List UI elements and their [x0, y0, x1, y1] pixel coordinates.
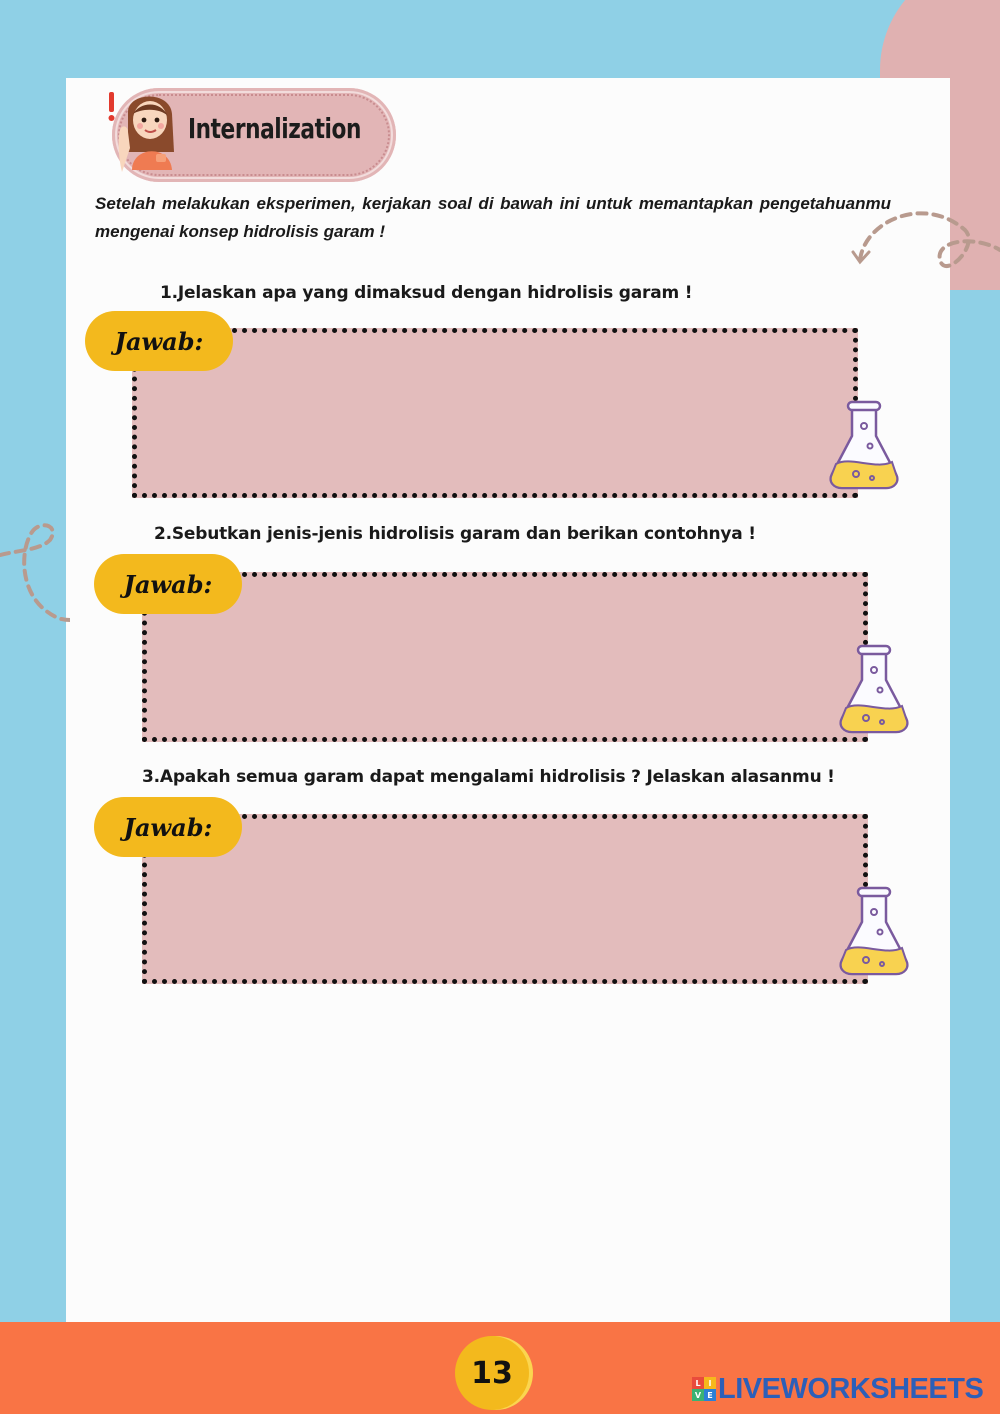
dashed-curl-icon [0, 520, 70, 625]
question-2: 2.Sebutkan jenis-jenis hidrolisis garam dan berikan contohnya ! [154, 524, 756, 544]
intro-instructions: Setelah melakukan eksperimen, kerjakan soal di bawah ini untuk memantapkan pengetahuanmu mengenai konsep hidrolisis garam ! [95, 194, 891, 241]
brand-logo[interactable] [692, 1372, 983, 1406]
bottom-band-edge [0, 1300, 1000, 1330]
question-3: 3.Apakah semua garam dapat mengalami hidrolisis ? Jelaskan alasanmu ! [142, 767, 835, 787]
answer-label-pill-2 [94, 554, 242, 614]
page-number: 13 [471, 1355, 513, 1391]
answer-label-pill-3 [94, 797, 242, 857]
flask-icon [836, 644, 912, 736]
answer-label-3: Jawab: [123, 812, 213, 842]
question-1: 1.Jelaskan apa yang dimaksud dengan hidrolisis garam ! [160, 283, 693, 303]
brand-name: LIVEWORKSHEETS [718, 1372, 984, 1405]
answer-label-1: Jawab: [114, 326, 204, 356]
answer-box-3[interactable] [142, 814, 868, 984]
page-number-badge [455, 1336, 529, 1410]
flask-icon [826, 400, 902, 492]
answer-label-pill-1 [85, 311, 233, 371]
page-title: Internalization [188, 112, 361, 145]
flask-icon [836, 886, 912, 978]
girl-avatar-icon [100, 86, 186, 176]
answer-box-2[interactable] [142, 572, 868, 742]
answer-label-2: Jawab: [123, 569, 213, 599]
answer-box-1[interactable] [132, 328, 858, 498]
brand-mark-icon: L I V E [692, 1377, 716, 1401]
